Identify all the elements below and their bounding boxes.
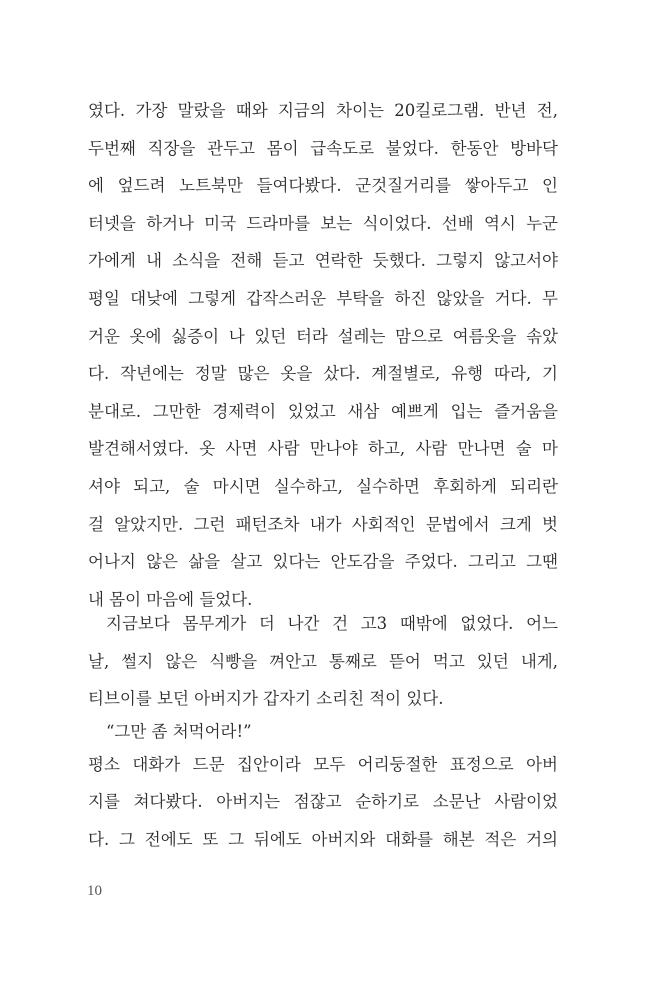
- text-line: 티브이를 보던 아버지가 갑자기 소리친 적이 있다.: [88, 689, 444, 709]
- text-line: 평소 대화가 드문 집안이라 모두 어리둥절한 표정으로 아버: [88, 754, 558, 774]
- text-line: 에 엎드려 노트북만 들여다봤다. 군것질거리를 쌓아두고 인: [88, 176, 559, 196]
- text-line: 발견해서였다. 옷 사면 사람 만나야 하고, 사람 만나면 술 마: [88, 439, 558, 459]
- text-line: 가에게 내 소식을 전해 듣고 연락한 듯했다. 그렇지 않고서야: [88, 251, 558, 271]
- dialogue-line: “그만 좀 처먹어라!”: [106, 721, 252, 741]
- text-line: 어나지 않은 삶을 살고 있다는 안도감을 주었다. 그리고 그땐: [88, 552, 558, 572]
- text-line: 거운 옷에 싫증이 나 있던 터라 설레는 맘으로 여름옷을 솎았: [88, 326, 558, 346]
- paragraph-1: [88, 92, 558, 618]
- text-line: 였다. 가장 말랐을 때와 지금의 차이는 20킬로그램. 반년 전,: [88, 101, 558, 120]
- text-line: 두번째 직장을 관두고 몸이 급속도로 불었다. 한동안 방바닥: [88, 138, 558, 158]
- text-line: 날, 썰지 않은 식빵을 껴안고 통째로 뜯어 먹고 있던 내게,: [88, 651, 558, 671]
- paragraph-2: [88, 605, 558, 859]
- text-line: 다. 작년에는 정말 많은 옷을 샀다. 계절별로, 유행 따라, 기: [88, 364, 558, 384]
- text-line: 걸 알았지만. 그런 패턴조차 내가 사회적인 문법에서 크게 벗: [88, 514, 558, 534]
- text-line: 지금보다 몸무게가 더 나간 건 고3 때밖에 없었다. 어느: [106, 614, 558, 633]
- text-line: 분대로. 그만한 경제력이 있었고 새삼 예쁘게 입는 즐거움을: [88, 401, 558, 421]
- text-line: 터넷을 하거나 미국 드라마를 보는 식이었다. 선배 역시 누군: [88, 213, 558, 233]
- text-line: 다. 그 전에도 또 그 뒤에도 아버지와 대화를 해본 적은 거의: [88, 829, 558, 849]
- text-line: 내 몸이 마음에 들었다.: [88, 589, 253, 609]
- text-line: 지를 쳐다봤다. 아버지는 점잖고 순하기로 소문난 사람이었: [88, 792, 558, 812]
- text-line: 셔야 되고, 술 마시면 실수하고, 실수하면 후회하게 되리란: [88, 476, 558, 496]
- text-line: 평일 대낮에 그렇게 갑작스러운 부탁을 하진 않았을 거다. 무: [88, 288, 558, 308]
- page-number: 10: [87, 883, 102, 899]
